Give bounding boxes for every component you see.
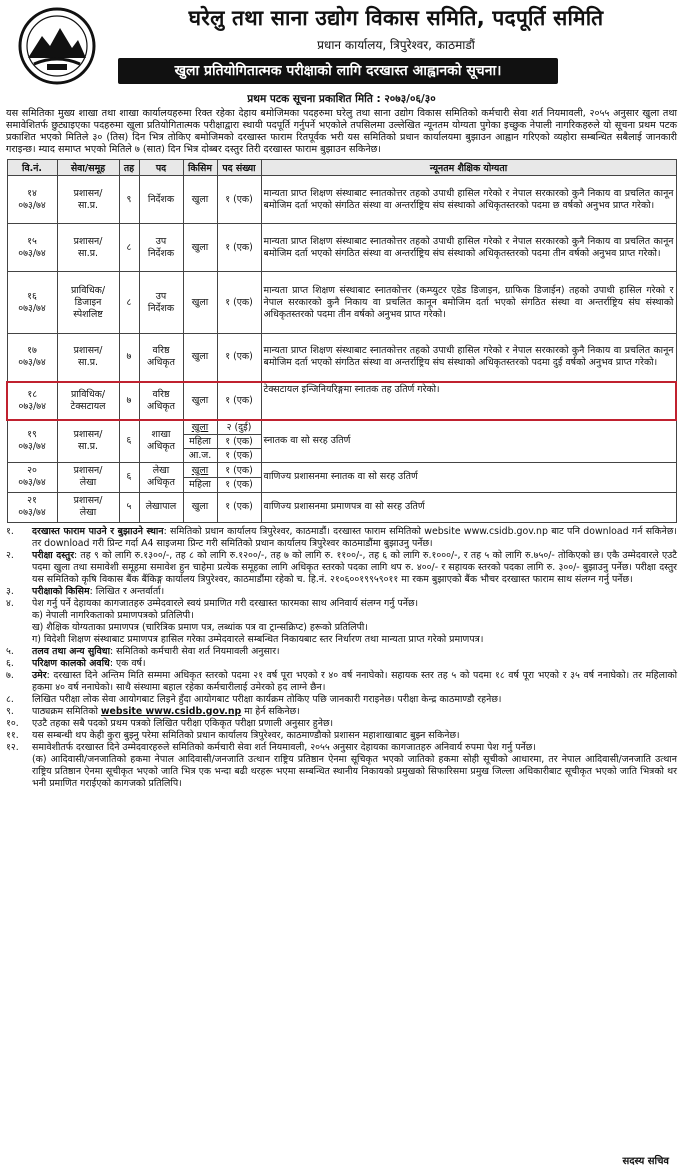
row-level: ७ xyxy=(119,334,139,382)
row-count-open: १ (एक) xyxy=(218,464,261,478)
row-count-women: १ (एक) xyxy=(225,478,253,490)
row-type-open: खुला xyxy=(184,464,217,478)
row-qualification: वाणिज्य प्रशासनमा स्नातक वा सो सरह उतिर्ण xyxy=(261,462,676,492)
note-item xyxy=(6,670,677,694)
row-qualification: मान्यता प्राप्त शिक्षण संस्थाबाट स्नातकोत्तर (कम्प्युटर एडेड डिजाइन, ग्राफिक डिजाईन) तहको उपाधी हासिल गरेको र नेपाल सरकारको कुनै निकाय वा प्रचलित कानून बमोजिम दर्ता भएको संगठित संस्था वा अन्तर्राष्ट्रिय संघ संस्थाको अधिकृतस्तरको पदमा तीन वर्षको अनुभव प्राप्त गरेको। xyxy=(261,272,676,334)
note-text: पाठ्यक्रम समितिको xyxy=(32,705,101,717)
row-post: लेखापाल xyxy=(139,492,183,522)
note-label: परिक्षण कालको अवधि xyxy=(32,657,110,669)
note-item xyxy=(6,730,677,742)
table-row xyxy=(7,492,676,522)
note-subitem: ख) शैक्षिक योग्यताका प्रमाणपत्र (चारित्रिक प्रमाण पत्र, लब्धांक पत्र वा ट्रान्सक्रिप्ट) हरूको प्रतिलिपी। xyxy=(32,621,368,633)
row-service: प्रशासन/ xyxy=(73,235,103,247)
row-number: १८ xyxy=(27,388,38,400)
note-item xyxy=(6,718,677,730)
row-service: प्रशासन/ xyxy=(73,429,103,440)
row-service: प्रशासन/ xyxy=(73,495,103,506)
note-item xyxy=(6,646,677,658)
row-qualification: स्नातक वा सो सरह उतिर्ण xyxy=(261,420,676,463)
note-item xyxy=(6,586,677,598)
col-header-level: तह xyxy=(119,160,139,176)
row-count-women: १ (एक) xyxy=(218,435,261,449)
note-label: परीक्षाको किसिम xyxy=(32,585,90,597)
row-post: वरिष्ठ अधिकृत xyxy=(139,334,183,382)
note-item xyxy=(6,706,677,718)
row-post: वरिष्ठ अधिकृत xyxy=(139,382,183,420)
row-group: सा.प्र. xyxy=(77,441,99,452)
row-number: १७ xyxy=(27,345,37,357)
row-group: लेखा xyxy=(79,477,97,488)
note-text: एउटै तहका सबै पदको प्रथम पत्रको लिखित परीक्षा एकिकृत परीक्षा प्रणाली अनुसार हुनेछ। xyxy=(32,717,334,729)
notes-list xyxy=(6,526,677,790)
row-count-indigenous: १ (एक) xyxy=(225,449,253,461)
col-header-count: पद संख्या xyxy=(217,160,261,176)
note-number: २. xyxy=(6,549,14,561)
row-service: प्राविधिक/ xyxy=(71,388,105,400)
note-text: : लिखित र अन्तर्वार्ता। xyxy=(89,585,165,597)
row-level: ८ xyxy=(119,272,139,334)
note-number: ७. xyxy=(6,669,14,681)
row-number: १४ xyxy=(27,187,37,199)
row-group: टेक्सटायल xyxy=(70,400,106,412)
row-code: ०७३/७४ xyxy=(18,199,46,211)
note-number: ११. xyxy=(6,729,19,741)
row-service: प्रशासन/ xyxy=(73,187,103,199)
row-qualification: वाणिज्य प्रशासनमा प्रमाणपत्र वा सो सरह उतिर्ण xyxy=(261,492,676,522)
row-type-women: महिला xyxy=(189,478,211,490)
row-number: २१ xyxy=(27,495,37,506)
row-type-indigenous: आ.ज. xyxy=(188,449,212,461)
row-level: ९ xyxy=(119,176,139,224)
note-subitem: ग) विदेशी शिक्षण संस्थाबाट प्रमाणपत्र हासिल गरेका उम्मेदवारले सम्बन्धित निकायबाट स्तर निर्धारण तथा मान्यता प्राप्त गरेको प्रमाणपत्र। xyxy=(32,633,484,645)
row-group: लेखा xyxy=(79,507,97,518)
note-label: दरखास्त फाराम पाउने र बुझाउने स्थान xyxy=(32,525,164,537)
table-row-highlighted xyxy=(7,382,676,420)
note-text: यस सम्बन्धी थप केही कुरा बुझ्नु परेमा समितिको प्रधान कार्यालय त्रिपुरेश्वर, काठमाण्डौको प्रशासन महाशाखाबाट बुझ्न सकिनेछ। xyxy=(32,729,460,741)
table-row xyxy=(7,176,676,224)
row-level: ७ xyxy=(119,382,139,420)
website-link[interactable]: website www.csidb.gov.np xyxy=(100,705,242,717)
row-number: १९ xyxy=(27,429,37,440)
note-text: : समितिको प्रधान कार्यालय त्रिपुरेश्वर, काठमाडौं। दरखास्त फाराम समितिको website www.csidb.gov.np बाट पनि download गर्न सकिनेछ। तर download गरी प्रिन्ट गर्दा A4 साइजमा प्रिन्ट गरी समितिको प्रधान कार्यालय त्रिपुरेश्वर काठमाडौंमा बुझाउनु पर्नेछ। xyxy=(32,525,677,549)
row-count: १ (एक) xyxy=(217,224,261,272)
col-header-post: पद xyxy=(139,160,183,176)
row-code: ०७३/७४ xyxy=(18,357,46,369)
note-number: ८. xyxy=(6,693,14,705)
row-number: १६ xyxy=(27,290,37,302)
table-header-row xyxy=(7,160,676,176)
row-post: शाखा अधिकृत xyxy=(139,420,183,463)
note-item xyxy=(6,526,677,550)
note-number: १२. xyxy=(6,741,19,753)
row-post: उप निर्देशक xyxy=(139,272,183,334)
header xyxy=(6,4,677,92)
note-item xyxy=(6,742,677,754)
note-text: लिखित परीक्षा लोक सेवा आयोगबाट लिइने हुँदा आयोगबाट परीक्षा कार्यक्रम तोकिए पछि जानकारी गराइनेछ। परीक्षा केन्द्र काठमाण्डौ रहनेछ। xyxy=(32,693,502,705)
row-number: २० xyxy=(27,465,37,476)
row-count: १ (एक) xyxy=(217,382,261,420)
signature-title: सदस्य सचिव xyxy=(622,1156,669,1167)
table-row xyxy=(7,462,676,492)
row-group: डिजाइन स्पेशलिष्ट xyxy=(73,296,103,320)
row-service: प्रशासन/ xyxy=(73,465,103,476)
note-text: समावेशीतर्फ दरखास्त दिने उम्मेदवारहरुले समितिको कर्मचारी सेवा शर्त नियमावली, २०५५ अनुसार देहायका कागजातहरु अनिवार्य रुपमा पेश गर्नु पर्नेछ। xyxy=(32,741,536,753)
row-type: खुला xyxy=(183,224,217,272)
note-text: : समितिको कर्मचारी सेवा शर्त नियमावली अनुसार। xyxy=(110,645,280,657)
row-type: खुला xyxy=(183,272,217,334)
row-group: सा.प्र. xyxy=(77,199,99,211)
row-group: सा.प्र. xyxy=(77,357,99,369)
col-header-qualification: न्यूनतम शैक्षिक योग्यता xyxy=(261,160,676,176)
note-subitem: क) नेपाली नागरिकताको प्रमाणपत्रको प्रतिलिपी। xyxy=(32,609,194,621)
note-number: ५. xyxy=(6,645,14,657)
row-count: १ (एक) xyxy=(217,176,261,224)
row-type: खुला xyxy=(183,382,217,420)
note-number: ४. xyxy=(6,597,14,609)
row-type: खुला xyxy=(183,492,217,522)
row-qualification: टेक्सटायल इन्जिनियरिङ्गमा स्नातक तह उतिर्ण गरेको। xyxy=(261,382,676,420)
table-row xyxy=(7,420,676,463)
row-service: प्राविधिक/ xyxy=(71,284,105,296)
note-item xyxy=(6,598,677,610)
note-number: १०. xyxy=(6,717,19,729)
row-code: ०७३/७४ xyxy=(18,302,46,314)
note-label: उमेर xyxy=(32,669,47,681)
table-row xyxy=(7,272,676,334)
col-header-type: किसिम xyxy=(183,160,217,176)
row-level: ६ xyxy=(119,420,139,463)
row-count: १ (एक) xyxy=(217,492,261,522)
row-type-open: खुला xyxy=(184,421,217,435)
row-code: ०७३/७४ xyxy=(18,441,46,452)
note-label: परीक्षा दस्तुर xyxy=(32,549,75,561)
row-group: सा.प्र. xyxy=(77,247,99,259)
table-row xyxy=(7,334,676,382)
note-text: : तह ९ को लागि रु.१३००/-, तह ८ को लागि रु.१२००/-, तह ७ को लागि रु. ११००/-, तह ६ को लागि रु.१०००/-, र तह ५ को लागि रु.७५०/- तोकिएको छ। एकै उम्मेदवारले एउटै पदमा खुला तथा समावेशी समूहमा समावेश हुन चाहेमा प्रत्येक समूहका लागि अधिकृत स्तरको पदका लागि थप रु. ४००/- र सहायक स्तरको पदका लागि रु. ३००/- बुझाउनु पर्नेछ। परीक्षा दस्तुर यस समितिको कृषि विकास बैंक बैंकिङ्ग कार्यालय त्रिपुरेश्वर, काठमाडौंमा रहेको च. हि.नं. २१०६००१९९५९०११ मा रकम बुझाएको बैंक भौचर दरखास्त फाराम साथ संलग्न गर्नु पर्नेछ। xyxy=(32,549,677,585)
row-qualification: मान्यता प्राप्त शिक्षण संस्थाबाट स्नातकोत्तर तहको उपाधी हासिल गरेको र नेपाल सरकारको कुनै निकाय वा प्रचलित कानून बमोजिम दर्ता भएको संगठित संस्था वा अन्तर्राष्ट्रिय संघ संस्थाको अधिकृतस्तरको पदमा तीन वर्षको अनुभव प्राप्त गरेको। xyxy=(261,224,676,272)
row-code: ०७३/७४ xyxy=(18,477,46,488)
row-count: १ (एक) xyxy=(217,334,261,382)
org-address: प्रधान कार्यालय, त्रिपुरेश्वर, काठमाडौं xyxy=(317,38,475,52)
note-text: : दरखास्त दिने अन्तिम मिति सम्ममा अधिकृत स्तरको पदमा २१ वर्ष पूरा भएको र ४० वर्ष ननाघेको। सहायक स्तर तह ५ को पदमा १८ वर्ष पूरा भएको र ३५ वर्ष ननाघेको। तर महिलाको हकमा ४० वर्ष ननाघेको। साथै संस्थामा बहाल रहेका कर्मचारीलाई उमेरको हद लाग्ने छैन। xyxy=(32,669,677,693)
notice-title-banner: खुला प्रतियोगितात्मक परीक्षाको लागि दरखास्त आह्वानको सूचना। xyxy=(118,58,558,84)
row-service: प्रशासन/ xyxy=(73,345,103,357)
note-text: पेश गर्नु पर्ने देहायका कागजातहरु उम्मेदवारले स्वयं प्रमाणित गरी दरखास्त फारमका साथ अनिवार्य संलग्न गर्नु पर्नेछ। xyxy=(32,597,419,609)
published-date: प्रथम पटक सूचना प्रकाशित मिति : २०७३/०६/३० xyxy=(247,93,436,105)
intro-paragraph: यस समितिका मुख्य शाखा तथा शाखा कार्यालयहरुमा रिक्त रहेका देहाय बमोजिमका पदहरुमा घरेलु तथा साना उद्योग विकास समितिको कर्मचारी सेवा शर्त नियमावली, २०५५ अनुसार खुला तथा समावेशितर्फ छुट्याइएका पदहरुमा खुला प्रतियोगितात्मक परीक्षाद्वारा स्थायी पदपूर्ति गर्नुपर्ने भएकोले तपसिलमा उल्लेखित न्यूनतम योग्यता पुगेका इच्छुक नेपाली नागरिकहरुले यो सूचना प्रथम पटक प्रकाशित भएको मितिले ३० (तिस) दिन भित्र तोकिए बमोजिमको दरखास्त फाराम रितपूर्वक भरी यस समितिको प्रधान कार्यालयमा बुझाउन आह्वान गरिएको व्यहोरा सम्बन्धित सबैलाई जानकारी गराइन्छ। म्याद समाप्त भएको मितिले ७ (सात) दिन भित्र दोब्बर दस्तुर तिरी दरखास्त फाराम बुझाउन सकिनेछ। xyxy=(6,108,677,155)
row-qualification: मान्यता प्राप्त शिक्षण संस्थाबाट स्नातकोत्तर तहको उपाधी हासिल गरेको र नेपाल सरकारको कुनै निकाय वा प्रचलित कानून बमोजिम दर्ता भएको संगठित संस्था वा अन्तर्राष्ट्रिय संघ संस्थाको अधिकृतस्तरको पदमा छ वर्षको अनुभव प्राप्त गरेको। xyxy=(261,176,676,224)
row-post: निर्देशक xyxy=(139,176,183,224)
posts-table xyxy=(6,159,677,523)
row-number: १५ xyxy=(27,235,37,247)
note-label: तलव तथा अन्य सुविधा xyxy=(32,645,111,657)
note-number: ३. xyxy=(6,585,14,597)
note-item xyxy=(6,694,677,706)
table-row xyxy=(7,224,676,272)
row-code: ०७३/७४ xyxy=(18,247,46,259)
row-code: ०७३/७४ xyxy=(18,400,47,412)
row-level: ६ xyxy=(119,462,139,492)
row-post: लेखा अधिकृत xyxy=(139,462,183,492)
row-type: खुला xyxy=(183,176,217,224)
note-text: मा हेर्न सकिनेछ। xyxy=(241,705,300,717)
row-type-women: महिला xyxy=(184,435,217,449)
row-post: उप निर्देशक xyxy=(139,224,183,272)
col-header-number: वि.नं. xyxy=(7,160,57,176)
note-subitem: (क) आदिवासी/जनजातिको हकमा नेपाल आदिवासी/जनजाति उत्थान राष्ट्रिय प्रतिष्ठान ऐनमा सूचिकृत भएको जातिको हकमा सोही सूचीको आधारमा, तर नेपाल आदिवासी/जनजाति उत्थान राष्ट्रिय प्रतिष्ठान ऐनमा सूचीकृत भएको जाति भित्र एक भन्दा बढी थरहरू भएमा सम्बन्धित स्थानीय निकायको प्रमुखको सिफारिसमा प्रमुख जिल्ला अधिकारीबाट सूचीकृत भएको जाति भित्रको थर भनी प्रमाणित गराईएको कागजको प्रतिलिपि। xyxy=(32,753,677,789)
note-number: ६. xyxy=(6,657,14,669)
row-count-open: २ (दुई) xyxy=(218,421,261,435)
row-type: खुला xyxy=(183,334,217,382)
row-code: ०७३/७४ xyxy=(18,507,46,518)
note-item xyxy=(6,550,677,586)
note-number: ९. xyxy=(6,705,14,717)
org-title: घरेलु तथा साना उद्योग विकास समिति, पदपूर्ति समिति xyxy=(188,6,604,30)
row-level: ८ xyxy=(119,224,139,272)
note-text: : एक वर्ष। xyxy=(109,657,146,669)
row-count: १ (एक) xyxy=(217,272,261,334)
col-header-service: सेवा/समूह xyxy=(57,160,119,176)
row-level: ५ xyxy=(119,492,139,522)
row-qualification: मान्यता प्राप्त शिक्षण संस्थाबाट स्नातकोत्तर तहको उपाधी हासिल गरेको र नेपाल सरकारको कुनै निकाय वा प्रचलित कानून बमोजिम दर्ता भएको संगठित संस्था वा अन्तर्राष्ट्रिय संघ संस्थाको अधिकृतस्तरको पदमा दुई वर्षको अनुभव प्राप्त गरेको। xyxy=(261,334,676,382)
note-item xyxy=(6,658,677,670)
note-number: १. xyxy=(6,525,14,537)
emblem-logo xyxy=(14,6,100,86)
